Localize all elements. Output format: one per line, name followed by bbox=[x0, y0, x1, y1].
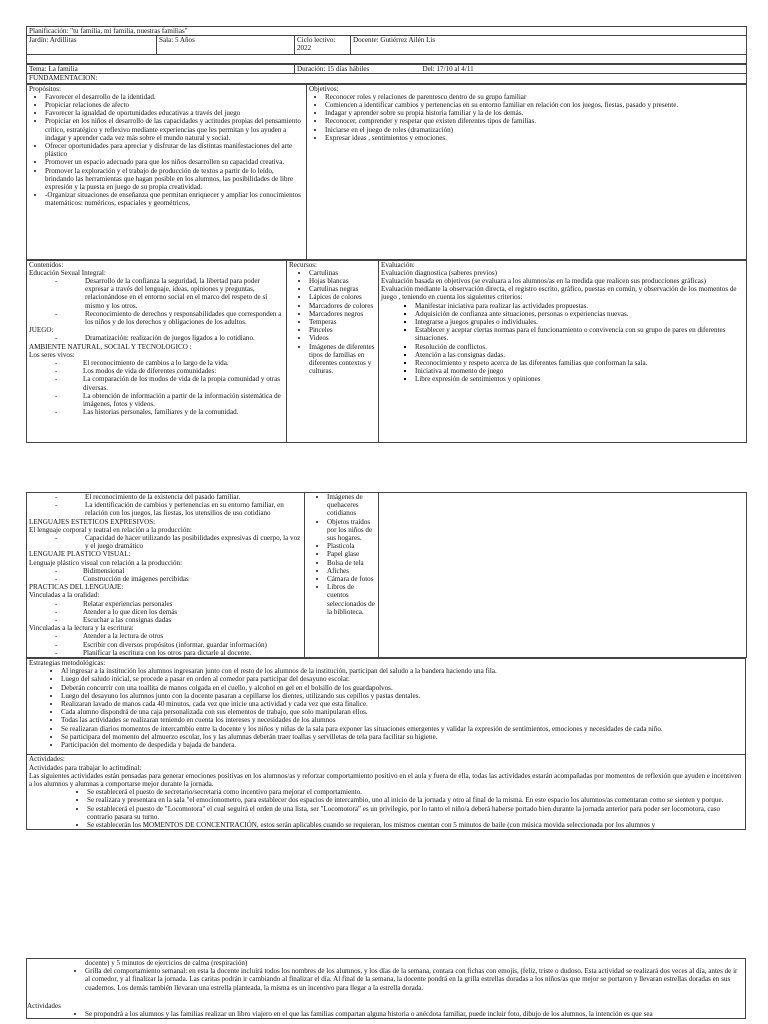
actividad-continuation: docente) y 5 minutos de ejercicios de calma (respiración) bbox=[85, 959, 248, 967]
estrategia-item: • Realizaran lavado de manos cada 40 minutos, cada vez que inicie una actividad y cada vez que esta finalice. bbox=[61, 700, 743, 708]
esi-title: Educación Sexual Integral: bbox=[29, 268, 106, 277]
contenido-item: - La identificación de cambios y pertenencias en su entorno familiar, en relación con los juegos, las fiestas, los utensilios de uso cotidiano bbox=[41, 501, 302, 517]
recursos-cell bbox=[287, 260, 379, 442]
plastico-subtitle: Lenguaje plástico visual con relación a la producción: bbox=[29, 558, 183, 567]
contenido-item: - La comparación de los modos de vida de la propia comunidad y otras diversas. bbox=[41, 375, 284, 391]
contenidos-continuation-table bbox=[26, 492, 747, 658]
grilla-item: • Grilla del comportamiento semanal: en esta la docente incluirá todos los nombres de los alumnos, y los días de la semana, contara con fichas con emojis, (feliz, triste o dudoso. Esta actividad se realizará dos veces al día, antes de ir al comedor, y al finalizar la jornada. Las caritas podrán ir cambiando al finalizar el día. Al final de la semana, la docente pondrá en la grilla estrellas doradas a los niños/as que mejor se portaron y llevaran estrellas doradas en sus cuadernos. Los demás también llevaran una estrella planteada, la misma es un incentivo para llegar a la estrella dorada. bbox=[85, 967, 743, 992]
objetivo-item: • Indagar y aprender sobre su propia historia familiar y la de los demás. bbox=[325, 109, 744, 117]
objetivos-cell bbox=[307, 84, 747, 259]
recurso-item: • Imágenes de diferentes tipos de familias en diferentes contextos y culturas. bbox=[309, 343, 376, 376]
objetivo-item: • Iniciarse en el juego de roles (dramatización) bbox=[325, 126, 744, 134]
contenidos-recursos-evaluacion-table bbox=[26, 260, 747, 443]
duracion-cell: Duración: 15 días hábiles bbox=[295, 65, 421, 74]
estrategia-item: • Luego del saludo inicial, se procede a pasar en orden al comedor para participar del desayuno escolar. bbox=[61, 675, 743, 683]
actividades-title-2: Actividades bbox=[27, 1001, 61, 1010]
actividades-cell bbox=[27, 755, 746, 830]
proposito-item: • -Organizar situaciones de enseñanza que permitan enriquecer y ampliar los conocimientos matemáticos: numéricos, espaciales y geométricos, bbox=[45, 191, 304, 207]
objetivos-title: Objetivos: bbox=[309, 84, 339, 93]
contenido-item: - Escuchar a las consignas dadas bbox=[41, 616, 302, 624]
libro-viajero-item: • Se propondrá a los alumnos y las familias realizar un libro viajero en el que las familias compartan alguna historia o anécdota familiar, puede incluir foto, dibujo de los alumnos, la intención es que sea bbox=[85, 1010, 743, 1018]
estrategias-table bbox=[26, 658, 746, 830]
docente-cell: Docente: Gutiérrez Ailén Lis bbox=[351, 36, 747, 55]
contenido-item: - El reconocimiento de la existencia del pasado familiar. bbox=[41, 493, 302, 501]
propositos-title: Propósitos: bbox=[29, 84, 61, 93]
contenido-item: - El reconocimiento de cambios a lo largo de la vida. bbox=[41, 359, 284, 367]
del-cell: Del: 17/10 al 4/11 bbox=[421, 65, 747, 74]
evaluacion-cell bbox=[379, 260, 747, 442]
recurso-item: • Imágenes de quehaceres cotidianos bbox=[327, 493, 376, 518]
estrategia-item: • Luego del desayuno los alumnos junto con la docente pasaran a cepillarse los dientes, utilizando sus cepillos y pastas dentales. bbox=[61, 692, 743, 700]
juego-title: JUEGO: bbox=[29, 326, 54, 335]
proposito-item: • Promover la exploración y el trabajo de producción de textos a partir de lo leído, brindando las herramientas que hagan posible en los alumnos, las posibilidades de libre expresión y la puesta en juego de su propia creatividad. bbox=[45, 167, 304, 192]
contenido-item: - Desarrollo de la confianza la seguridad, la libertad para poder expresar a través del lenguaje, ideas, opiniones y preguntas, relacionándose en el entorno social en el marco del respeto de sí mismo y los otros. bbox=[41, 277, 284, 310]
recurso-item: • Hojas blancas bbox=[309, 277, 376, 285]
contenido-item: - La obtención de información a partir de la información sistemática de imágenes, fotos y videos. bbox=[41, 392, 284, 408]
recurso-item: • Cámara de fotos bbox=[327, 575, 376, 583]
contenidos-cell bbox=[27, 260, 287, 442]
sala-cell: Sala: 5 Años bbox=[157, 36, 295, 55]
estrategia-item: • Se participara del momento del almuerzo escolar, los y las alumnas deberán traer toallas y servilletas de tela para facilitar su higiene. bbox=[61, 733, 743, 741]
actividad-item: • Se establecerá el puesto de "Locomotora" el cual seguirá el orden de una lista, ser "Locomotora" es un privilegio, por lo tanto el niño/a deberá haberse portado bien durante la jornada anterior para poder ser locomotora, caso contrario pasara su turno. bbox=[87, 805, 743, 821]
recurso-item: • Papel glase bbox=[327, 550, 376, 558]
recurso-item: • Bolsa de tela bbox=[327, 559, 376, 567]
evaluacion-objetivos: Evaluación basada en objetivos (se evaluara a los alumnos/as en la medida que realicen sus producciones gráficas) bbox=[381, 277, 707, 286]
actividad-item: • Se realizara y presentara en la sala "el emocionometro, para establecer dos espacios de intercambio, uno al inicio de la jornada y otro al final de la misma. En este espacio los alumnos/as comentaran como se sienten y porque. bbox=[87, 796, 743, 804]
criterio-item: ▪ Reconocimiento y respeto acerca de las diferentes familias que conforman la sala. bbox=[415, 359, 744, 367]
tema-table bbox=[26, 64, 747, 83]
evaluacion-directa: Evaluación mediante la observación directa, el registro escrito, gráfico, puestas en común, y observación de los momentos de juego , teniendo en cuenta los siguientes criterios: bbox=[381, 285, 737, 302]
practicas-title: PRACTICAS DEL LENGUAJE: bbox=[29, 583, 124, 592]
page3-table bbox=[26, 958, 746, 1019]
fundamentacion-label: FUNDAMENTACION: bbox=[27, 74, 747, 83]
estrategia-item: • Cada alumno dispondrá de una caja personalizada con sus elementos de trabajo, que solo manipularan ellos. bbox=[61, 708, 743, 716]
contenido-item: - Los modos de vida de diferentes comunidades: bbox=[41, 367, 284, 375]
proposito-item: • Propiciar en los niños el desarrollo de las capacidades y actitudes propias del pensamiento crítico, estratégico y reflexivo mediante experiencias que les permitan y los ayuden a indagar y aprender cada vez más sobre el mundo natural y social. bbox=[45, 117, 304, 142]
contenido-item: - Dramatización: realización de juegos ligados a lo cotidiano. bbox=[41, 334, 284, 342]
estrategia-item: • Participación del momento de despedida y bajada de bandera. bbox=[61, 741, 743, 749]
objetivo-item: • Reconocer, comprender y respetar que existen diferentes tipos de familias. bbox=[325, 117, 744, 125]
contenidos-title: Contenidos: bbox=[29, 260, 64, 269]
estrategia-item: • Deberán concurrir con una toallita de manos colgada en el cuello, y alcohol en gel en el bolsillo de los guardapolvos. bbox=[61, 684, 743, 692]
proposito-item: • Favorecer la igualdad de oportunidades educativas a través del juego bbox=[45, 109, 304, 117]
recurso-item: • Pinceles bbox=[309, 326, 376, 334]
criterio-item: ▪ Establecer y aceptar ciertas normas para el funcionamiento o convivencia con su grupo de pares en diferentes situaciones. bbox=[415, 326, 744, 342]
estrategia-item: • Al ingresar a la institución los alumnos ingresaran junto con el resto de los alumnos de la institución, participan del saludo a la bandera haciendo una fila. bbox=[61, 667, 743, 675]
actividades-title: Actividades: bbox=[29, 755, 65, 764]
recurso-item: • Lápices de colores bbox=[309, 293, 376, 301]
ambiente-title: AMBIENTE NATURAL, SOCIAL Y TECNOLOGICO : bbox=[29, 342, 192, 351]
page-2 bbox=[26, 492, 746, 830]
contenido-item: - Capacidad de hacer utilizando las posibilidades expresivas di cuerpo, la voz y el juego dramático bbox=[41, 534, 302, 550]
contenido-item: - Reconocimiento de derechos y responsabilidades que corresponden a los niños y de los derechos y obligaciones de los adultos. bbox=[41, 310, 284, 326]
recurso-item: • Afiches bbox=[327, 567, 376, 575]
evaluacion-title: Evaluación: bbox=[381, 260, 415, 269]
objetivo-item: • Expresar ideas , sentimientos y emociones. bbox=[325, 134, 744, 142]
recurso-item: • Libros de cuentos seleccionados de la biblioteca. bbox=[327, 583, 376, 616]
lectura-title: Vinculadas a la lectura y la escritura: bbox=[29, 624, 134, 633]
criterio-item: ▪ Libre expresión de sentimientos y opiniones bbox=[415, 375, 744, 383]
criterio-item: ▪ Atención a las consignas dadas. bbox=[415, 351, 744, 359]
oralidad-title: Vinculadas a la oralidad: bbox=[29, 591, 100, 600]
propositos-objetivos-table bbox=[26, 84, 747, 260]
contenido-item: - Atender a la lectura de otros bbox=[41, 632, 302, 640]
corporal-title: El lenguaje corporal y teatral en relación a la producción: bbox=[29, 525, 192, 534]
recurso-item: • Marcadores de colores bbox=[309, 302, 376, 310]
recursos-title: Recursos: bbox=[289, 260, 317, 269]
criterio-item: ▪ Integrarse a juegos grupales o individuales. bbox=[415, 318, 744, 326]
proposito-item: • Favorecer el desarrollo de la identidad. bbox=[45, 93, 304, 101]
page-1 bbox=[26, 26, 746, 443]
estrategias-cell bbox=[27, 659, 746, 755]
estrategia-item: • Todas las actividades se realizaran teniendo en cuenta los intereses y necesidades de los alumnos bbox=[61, 716, 743, 724]
objetivo-item: • Comiencen a identificar cambios y pertenencias en su entorno familiar en relación con los juegos, fiestas, pasado y presente. bbox=[325, 101, 744, 109]
jardin-cell: Jardín: Ardillitas bbox=[27, 36, 157, 55]
contenido-item: - Bidimensional bbox=[41, 567, 302, 575]
recurso-item: • Marcadores negros bbox=[309, 310, 376, 318]
proposito-item: • Ofrecer oportunidades para apreciar y disfrutar de las distintas manifestaciones del arte plástico bbox=[45, 142, 304, 158]
actividad-item: • Se establecerán los MOMENTOS DE CONCENTRACIÓN, estos serán aplicables cuando se requieran, los mismos cuentan con 5 minutos de baile (con música movida seleccionada por los alumnos y bbox=[87, 821, 743, 829]
lenguajes-title: LENGUAJES ESTETICOS EXPRESIVOS: bbox=[29, 517, 156, 526]
recurso-item: • Temperas bbox=[309, 318, 376, 326]
recurso-item: • Videos bbox=[309, 334, 376, 342]
actividad-item: • Se establecerá el puesto de secretario/secretaria como incentivo para mejorar el comportamiento. bbox=[87, 788, 743, 796]
actividades-subtitle: Actividades para trabajar lo actitudinal: bbox=[29, 763, 142, 772]
estrategias-title: Estrategias metodológicas: bbox=[29, 659, 106, 668]
propositos-cell bbox=[27, 84, 307, 259]
contenido-item: - Relatar experiencias personales bbox=[41, 600, 302, 608]
recurso-item: • Objetos traídos por los niños de sus hogares. bbox=[327, 518, 376, 543]
criterio-item: ▪ Adquisición de confianza ante situaciones, personas o experiencias nuevas. bbox=[415, 310, 744, 318]
recurso-item: • Cartulinas bbox=[309, 269, 376, 277]
contenidos-continuation-cell bbox=[27, 493, 305, 658]
contenido-item: - Planificar la escritura con los otros para dictarle al docente. bbox=[41, 649, 302, 657]
contenido-item: - Escribir con diversos propósitos (informar, guardar información) bbox=[41, 641, 302, 649]
actividades-intro: Las siguientes actividades están pensadas para generar emociones positivas en los alumnos/as y reforzar comportamiento positivo en el aula y fuera de ella, todas las actividades estarán acompañadas por momentos de reflexión que ayuden e incentiven a los alumnos y alumnas a comportarse mejor durante la jornada. bbox=[29, 771, 742, 788]
criterio-item: ▪ Resolución de conflictos. bbox=[415, 343, 744, 351]
planificacion-title: Planificación: "tu familia, mi familia, nuestras familias" bbox=[27, 27, 747, 36]
contenido-item: - Construcción de imágenes percibidas bbox=[41, 575, 302, 583]
proposito-item: • Promover un espacio adecuado para que los niños desarrollen su capacidad creativa. bbox=[45, 158, 304, 166]
recurso-item: • Plasticola bbox=[327, 542, 376, 550]
page-3 bbox=[26, 958, 746, 1019]
evaluacion-continuation-cell bbox=[379, 493, 747, 658]
criterio-item: ▪ Manifestar iniciativa para realizar las actividades propuestas. bbox=[415, 302, 744, 310]
plastico-title: LENGUAJE PLASTICO VISUAL: bbox=[29, 550, 131, 559]
planning-header-table bbox=[26, 26, 747, 64]
recursos-continuation-cell bbox=[305, 493, 379, 658]
recurso-item: • Cartulinas negras bbox=[309, 285, 376, 293]
estrategia-item: • Se realizaran diarios momentos de intercambio entre la docente y los niños y niñas de la sala para exponer las situaciones emergentes y validar la expresión de sentimientos, emociones y necesidades de cada niño. bbox=[61, 725, 743, 733]
criterio-item: ▪ Iniciativa al momento de juego bbox=[415, 367, 744, 375]
objetivo-item: • Reconocer roles y relaciones de parentesco dentro de su grupo familiar bbox=[325, 93, 744, 101]
tema-cell: Tema: La familia bbox=[27, 65, 295, 74]
proposito-item: • Propiciar relaciones de afecto bbox=[45, 101, 304, 109]
seres-vivos-title: Los seres vivos: bbox=[29, 350, 75, 359]
page3-cell bbox=[27, 959, 746, 1019]
evaluacion-diagnostica: Evaluación diagnostica (saberes previos) bbox=[381, 268, 498, 277]
contenido-item: - Las historias personales, familiares y de la comunidad. bbox=[41, 408, 284, 416]
ciclo-cell: Ciclo lectivo: 2022 bbox=[295, 36, 351, 55]
contenido-item: - Atender a lo que dicen los demás bbox=[41, 608, 302, 616]
